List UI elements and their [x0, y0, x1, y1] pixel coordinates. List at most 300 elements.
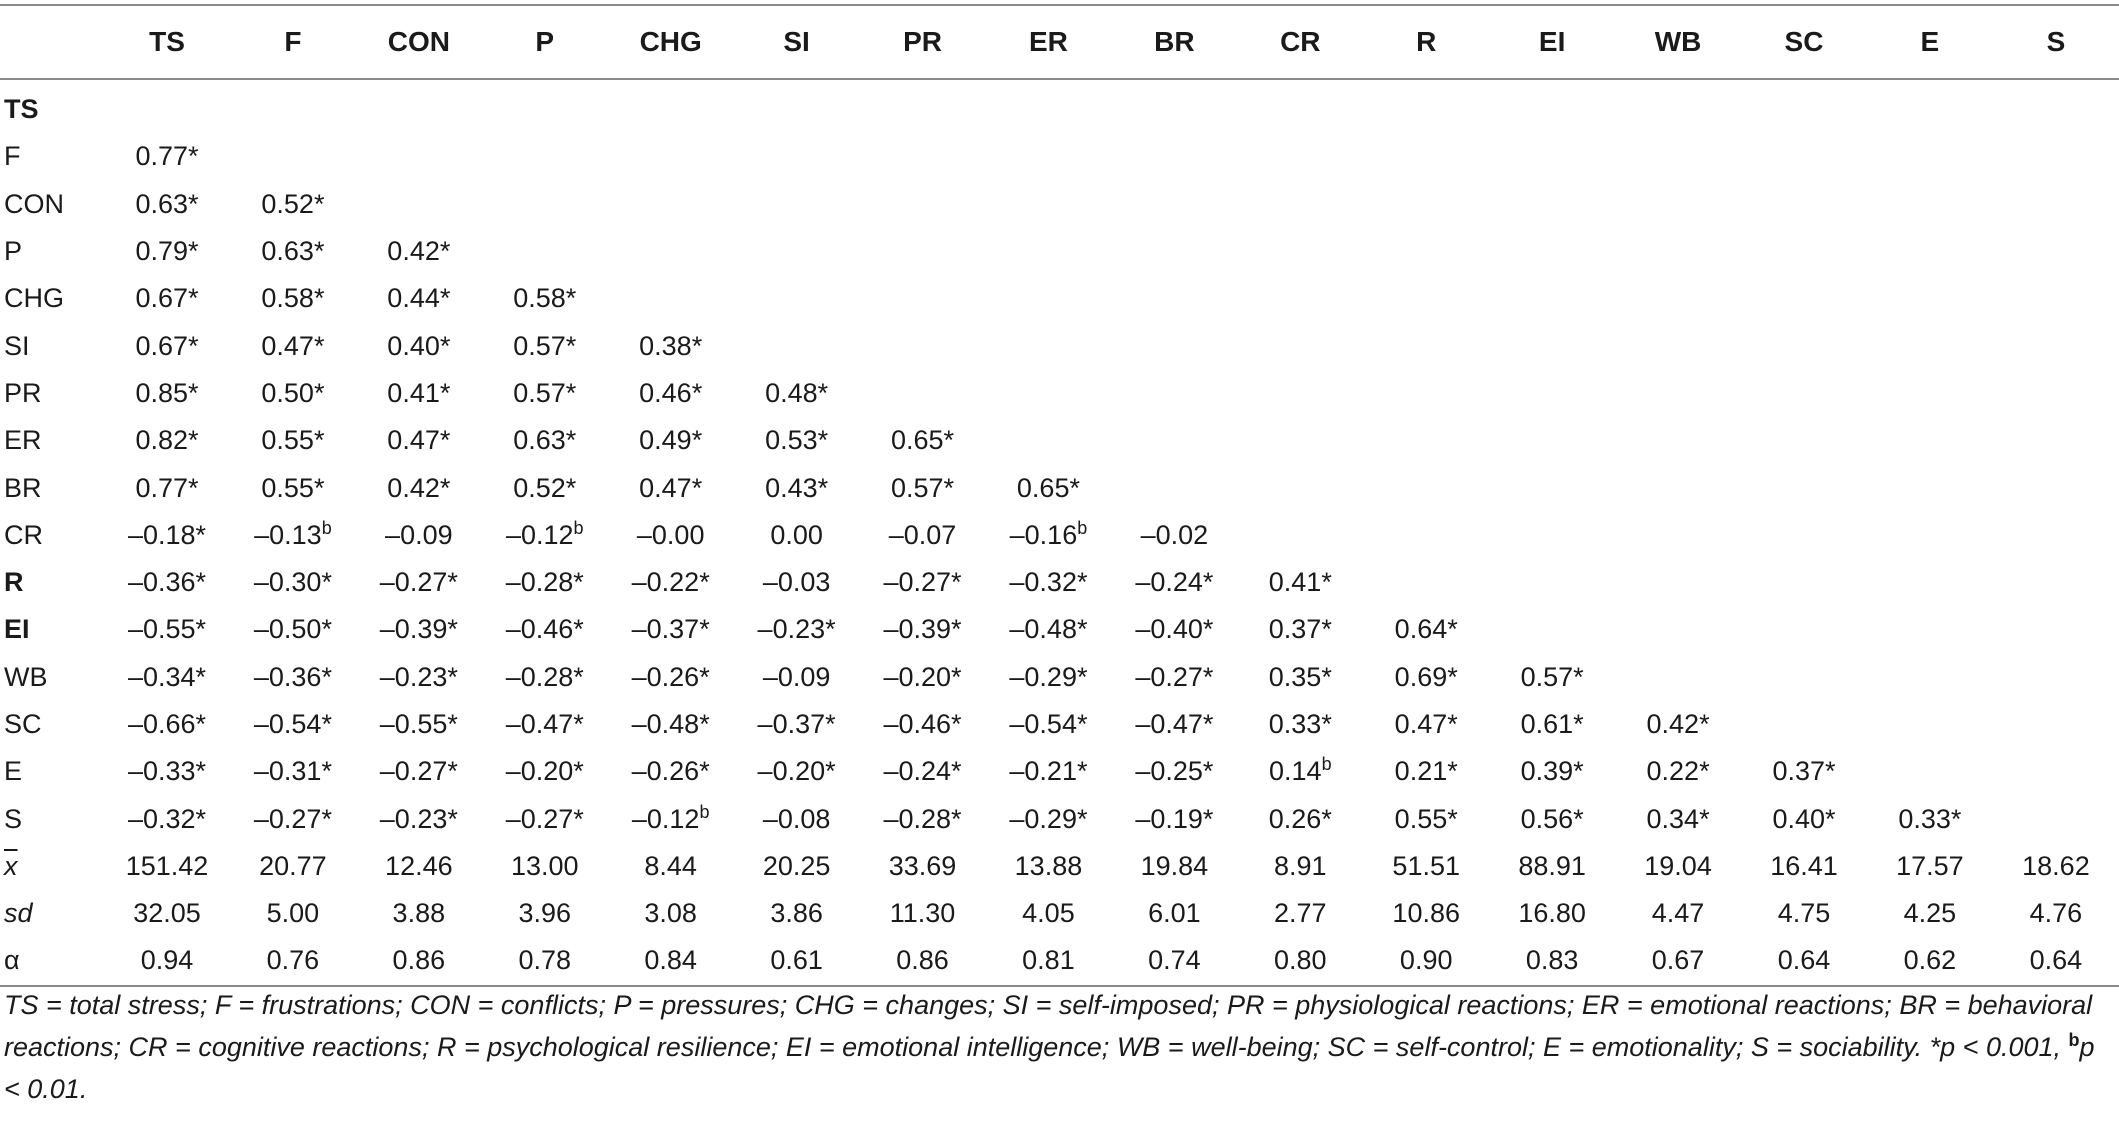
table-cell — [1741, 937, 1867, 985]
cell-value: –0.32 — [127, 803, 196, 834]
column-header-cr: CR — [1237, 5, 1363, 79]
significance-marker: * — [195, 803, 207, 834]
cell-value: –0.08 — [762, 803, 831, 834]
cell-value: 0.63 — [135, 188, 189, 219]
significance-marker: * — [321, 756, 332, 787]
table-cell — [734, 228, 860, 275]
cell-value: –0.28 — [505, 661, 574, 692]
table-cell — [1741, 228, 1867, 275]
table-cell — [1741, 417, 1867, 464]
table-cell — [1237, 843, 1363, 890]
significance-marker: * — [1202, 614, 1214, 645]
table-cell — [1993, 606, 2119, 653]
table-cell — [608, 748, 734, 795]
table-cell — [1237, 275, 1363, 322]
table-cell — [734, 370, 860, 417]
cell-value: 0.42 — [387, 472, 440, 503]
cell-value: –0.24 — [883, 756, 952, 787]
table-cell — [1993, 843, 2119, 890]
cell-value: –0.39 — [883, 614, 952, 645]
cell-value: –0.40 — [1135, 614, 1203, 645]
table-row — [0, 795, 2119, 842]
table-cell — [104, 748, 230, 795]
table-cell — [482, 370, 608, 417]
table-cell — [1363, 370, 1489, 417]
table-cell — [1615, 464, 1741, 511]
table-cell — [860, 228, 986, 275]
cell-value: 13.88 — [1014, 850, 1083, 881]
table-cell — [1867, 890, 1993, 937]
table-cell — [230, 417, 356, 464]
table-cell — [1741, 79, 1867, 133]
column-header-ei: EI — [1489, 5, 1615, 79]
cell-value: –0.46 — [505, 614, 574, 645]
table-cell — [860, 133, 986, 180]
significance-marker: * — [1447, 803, 1458, 834]
cell-value: –0.16 — [1009, 519, 1078, 550]
cell-value: 8.91 — [1274, 850, 1327, 881]
significance-marker: * — [188, 472, 199, 503]
table-cell — [860, 275, 986, 322]
cell-value: 0.80 — [1274, 945, 1327, 976]
significance-marker: * — [313, 472, 325, 503]
cell-value: 0.52 — [261, 188, 314, 219]
cell-value: 0.26 — [1268, 803, 1322, 834]
significance-marker: * — [699, 567, 710, 598]
significance-marker: * — [825, 756, 836, 787]
cell-value: 0.21 — [1394, 756, 1448, 787]
cell-value: 0.53 — [765, 425, 818, 456]
table-cell — [1111, 417, 1237, 464]
cell-value: 0.46 — [639, 377, 692, 408]
table-cell — [985, 275, 1111, 322]
cell-value: –0.12 — [505, 519, 574, 550]
cell-value: –0.18 — [127, 519, 196, 550]
table-cell — [1867, 559, 1993, 606]
table-cell — [1237, 606, 1363, 653]
row-header — [0, 606, 104, 653]
table-row — [0, 181, 2119, 228]
table-cell — [608, 890, 734, 937]
table-cell — [985, 228, 1111, 275]
table-cell — [1111, 133, 1237, 180]
table-cell — [1993, 275, 2119, 322]
significance-marker: * — [1321, 614, 1332, 645]
cell-value: 0.67 — [135, 283, 189, 314]
table-cell — [1111, 228, 1237, 275]
table-header — [0, 5, 2119, 79]
table-cell — [230, 559, 356, 606]
significance-marker: * — [439, 425, 451, 456]
cell-value: 0.38 — [639, 330, 692, 361]
table-cell — [356, 79, 482, 133]
table-cell — [1615, 701, 1741, 748]
table-cell — [104, 606, 230, 653]
table-row — [0, 133, 2119, 180]
cell-value: –0.48 — [631, 709, 700, 739]
cell-value: –0.50 — [253, 614, 322, 645]
cell-value: –0.27 — [379, 756, 448, 787]
table-cell — [356, 228, 482, 275]
cell-value: 0.74 — [1148, 945, 1201, 976]
significance-marker: * — [699, 709, 710, 739]
table-cell — [482, 654, 608, 701]
table-cell — [1993, 370, 2119, 417]
significance-marker: * — [817, 425, 829, 456]
table-cell — [482, 512, 608, 559]
table-cell — [1363, 748, 1489, 795]
table-cell — [1111, 512, 1237, 559]
table-cell — [1363, 79, 1489, 133]
cell-value: –0.22 — [631, 567, 700, 598]
cell-value: 0.86 — [392, 945, 446, 976]
cell-value: –0.23 — [757, 614, 826, 645]
table-cell — [1615, 843, 1741, 890]
cell-value: –0.13 — [254, 519, 322, 550]
significance-marker: * — [951, 756, 962, 787]
cell-value: 0.33 — [1268, 709, 1322, 739]
column-header-sc: SC — [1741, 5, 1867, 79]
cell-value: 0.40 — [1772, 803, 1825, 834]
table-cell — [1363, 795, 1489, 842]
cell-value: –0.33 — [127, 756, 196, 787]
significance-marker: * — [1699, 709, 1710, 739]
cell-value: –0.34 — [127, 661, 196, 692]
cell-value: 0.58 — [261, 283, 314, 314]
table-cell — [985, 464, 1111, 511]
cell-value: 0.42 — [387, 236, 440, 267]
cell-value: –0.39 — [379, 614, 448, 645]
row-header-label: TS — [4, 94, 39, 125]
cell-value: 0.47 — [261, 330, 314, 361]
table-row — [0, 748, 2119, 795]
cell-value: 4.25 — [1903, 898, 1957, 929]
cell-value: –0.47 — [505, 709, 574, 739]
table-cell — [356, 654, 482, 701]
cell-value: –0.66 — [127, 709, 196, 739]
significance-marker: b — [573, 517, 584, 538]
table-cell — [1741, 370, 1867, 417]
table-cell — [482, 275, 608, 322]
significance-marker: * — [1699, 803, 1710, 834]
significance-marker: * — [195, 567, 207, 598]
cell-value: –0.24 — [1135, 567, 1203, 598]
table-cell — [482, 748, 608, 795]
significance-marker: * — [951, 567, 962, 598]
cell-value: 8.44 — [644, 850, 697, 881]
significance-marker: * — [573, 709, 584, 739]
row-header-label: F — [4, 141, 21, 172]
significance-marker: * — [447, 803, 458, 834]
table-cell — [1993, 795, 2119, 842]
row-header-label: PR — [4, 377, 42, 408]
significance-marker: * — [565, 425, 577, 456]
significance-marker: * — [447, 614, 458, 645]
row-header — [0, 559, 104, 606]
table-cell — [1993, 890, 2119, 937]
cell-value: –0.27 — [505, 803, 574, 834]
significance-marker: * — [699, 614, 710, 645]
cell-value: 0.00 — [770, 519, 823, 550]
table-row — [0, 228, 2119, 275]
row-header — [0, 322, 104, 369]
cell-value: 0.76 — [266, 945, 320, 976]
table-row — [0, 79, 2119, 133]
significance-marker: * — [195, 709, 207, 739]
column-header-s: S — [1993, 5, 2119, 79]
cell-value: 0.65 — [890, 425, 944, 456]
table-cell — [230, 370, 356, 417]
correlation-table — [0, 4, 2119, 987]
table-cell — [1111, 79, 1237, 133]
cell-value: –0.23 — [379, 661, 448, 692]
cell-value: 3.96 — [518, 898, 572, 929]
table-cell — [1615, 133, 1741, 180]
cell-value: 3.86 — [770, 898, 823, 929]
cell-value: –0.07 — [888, 519, 957, 550]
cell-value: –0.27 — [379, 567, 448, 598]
table-cell — [482, 890, 608, 937]
table-cell — [230, 701, 356, 748]
significance-marker: * — [447, 756, 458, 787]
table-row — [0, 559, 2119, 606]
table-cell — [1489, 748, 1615, 795]
cell-value: –0.37 — [631, 614, 700, 645]
row-header-label: CHG — [4, 283, 64, 314]
significance-marker: * — [195, 756, 207, 787]
table-cell — [985, 606, 1111, 653]
table-cell — [734, 937, 860, 985]
table-cell — [356, 937, 482, 985]
table-cell — [1111, 795, 1237, 842]
table-cell — [356, 322, 482, 369]
table-cell — [356, 843, 482, 890]
cell-value: 16.41 — [1770, 850, 1838, 881]
cell-value: –0.19 — [1135, 803, 1203, 834]
cell-value: –0.23 — [379, 803, 448, 834]
cell-value: 88.91 — [1518, 850, 1586, 881]
table-cell — [1489, 228, 1615, 275]
table-cell — [230, 464, 356, 511]
table-cell — [734, 701, 860, 748]
table-cell — [482, 322, 608, 369]
table-cell — [1111, 370, 1237, 417]
significance-marker: * — [825, 709, 836, 739]
table-cell — [482, 181, 608, 228]
significance-marker: * — [817, 472, 829, 503]
significance-marker: * — [1447, 756, 1458, 787]
table-cell — [1237, 322, 1363, 369]
cell-value: –0.20 — [505, 756, 574, 787]
table-cell — [1237, 181, 1363, 228]
cell-value: –0.09 — [385, 519, 453, 550]
significance-marker: * — [195, 519, 207, 550]
table-cell — [734, 275, 860, 322]
table-cell — [1615, 937, 1741, 985]
table-cell — [1363, 464, 1489, 511]
row-header — [0, 748, 104, 795]
table-row — [0, 654, 2119, 701]
table-cell — [734, 843, 860, 890]
table-row — [0, 464, 2119, 511]
significance-marker: * — [1076, 614, 1088, 645]
cell-value: 0.58 — [513, 283, 566, 314]
table-cell — [482, 795, 608, 842]
table-cell — [860, 417, 986, 464]
table-cell — [230, 748, 356, 795]
significance-marker: * — [188, 188, 199, 219]
table-cell — [1615, 795, 1741, 842]
cell-value: 0.78 — [518, 945, 572, 976]
cell-value: 0.77 — [135, 472, 189, 503]
table-cell — [1615, 322, 1741, 369]
table-cell — [1741, 181, 1867, 228]
significance-marker: * — [573, 567, 584, 598]
significance-marker: * — [573, 756, 584, 787]
table-cell — [1489, 890, 1615, 937]
table-cell — [1111, 843, 1237, 890]
table-cell — [1363, 654, 1489, 701]
table-cell — [482, 464, 608, 511]
table-cell — [230, 890, 356, 937]
cell-value: 0.64 — [2029, 945, 2083, 976]
table-cell — [860, 606, 986, 653]
significance-marker: * — [321, 709, 332, 739]
table-cell — [860, 843, 986, 890]
cell-value: 0.67 — [135, 330, 189, 361]
table-cell — [1489, 937, 1615, 985]
row-header-label: CON — [4, 188, 64, 219]
cell-value: –0.55 — [379, 709, 448, 739]
table-cell — [1489, 133, 1615, 180]
table-cell — [1237, 133, 1363, 180]
cell-value: 0.14 — [1269, 756, 1322, 787]
significance-marker: * — [691, 425, 703, 456]
significance-marker: * — [313, 425, 325, 456]
table-cell — [608, 512, 734, 559]
cell-value: 0.52 — [513, 472, 566, 503]
table-cell — [985, 559, 1111, 606]
table-cell — [1489, 795, 1615, 842]
table-cell — [860, 559, 986, 606]
table-cell — [1615, 559, 1741, 606]
table-cell — [1867, 79, 1993, 133]
table-cell — [1111, 701, 1237, 748]
column-header-br: BR — [1111, 5, 1237, 79]
footnote-tail: p < 0.01. — [4, 1032, 2095, 1104]
cell-value: 0.64 — [1394, 614, 1448, 645]
cell-value: –0.00 — [636, 519, 705, 550]
table-cell — [1993, 181, 2119, 228]
significance-marker: * — [1076, 709, 1088, 739]
cell-value: 0.94 — [140, 945, 194, 976]
row-header — [0, 464, 104, 511]
significance-marker: * — [817, 377, 829, 408]
significance-marker: * — [188, 377, 199, 408]
cell-value: 0.37 — [1268, 614, 1322, 645]
cell-value: 32.05 — [133, 898, 201, 929]
table-cell — [860, 322, 986, 369]
cell-value: 0.84 — [644, 945, 697, 976]
significance-marker: * — [951, 709, 962, 739]
significance-marker: * — [565, 377, 577, 408]
table-cell — [104, 795, 230, 842]
cell-value: 0.63 — [261, 236, 314, 267]
table-cell — [1489, 654, 1615, 701]
table-cell — [1741, 795, 1867, 842]
table-cell — [1237, 417, 1363, 464]
table-cell — [1237, 79, 1363, 133]
cell-value: –0.03 — [762, 567, 831, 598]
table-cell — [1867, 606, 1993, 653]
table-cell — [985, 843, 1111, 890]
table-cell — [1867, 322, 1993, 369]
significance-marker: * — [439, 283, 451, 314]
table-cell — [230, 795, 356, 842]
cell-value: 0.55 — [1394, 803, 1448, 834]
table-cell — [860, 370, 986, 417]
cell-value: –0.30 — [253, 567, 322, 598]
significance-marker: * — [1202, 756, 1214, 787]
table-row — [0, 512, 2119, 559]
table-cell — [1867, 748, 1993, 795]
table-cell — [1615, 417, 1741, 464]
table-cell — [104, 322, 230, 369]
table-cell — [1741, 654, 1867, 701]
column-header-wb: WB — [1615, 5, 1741, 79]
table-cell — [1867, 464, 1993, 511]
row-header — [0, 937, 104, 985]
significance-marker: * — [188, 236, 199, 267]
row-header-label: WB — [4, 661, 48, 692]
significance-marker: * — [447, 567, 458, 598]
table-cell — [1489, 701, 1615, 748]
row-header — [0, 890, 104, 937]
table-cell — [608, 937, 734, 985]
cell-value: 0.57 — [1520, 661, 1574, 692]
table-cell — [1993, 322, 2119, 369]
table-cell — [1111, 654, 1237, 701]
significance-marker: * — [1202, 567, 1214, 598]
significance-marker: * — [691, 377, 703, 408]
table-cell — [608, 133, 734, 180]
table-cell — [104, 701, 230, 748]
table-cell — [1867, 181, 1993, 228]
table-cell — [1615, 890, 1741, 937]
table-cell — [1489, 275, 1615, 322]
cell-value: 0.39 — [1520, 756, 1574, 787]
table-cell — [608, 606, 734, 653]
table-cell — [985, 133, 1111, 180]
table-cell — [1615, 275, 1741, 322]
significance-marker: * — [943, 472, 955, 503]
cell-value: –0.09 — [762, 661, 831, 692]
table-cell — [608, 559, 734, 606]
cell-value: –0.29 — [1009, 661, 1077, 692]
significance-marker: * — [1825, 803, 1836, 834]
table-row — [0, 370, 2119, 417]
table-cell — [1993, 701, 2119, 748]
row-header — [0, 417, 104, 464]
cell-value: 0.40 — [387, 330, 440, 361]
table-cell — [356, 559, 482, 606]
table-cell — [230, 181, 356, 228]
table-cell — [230, 606, 356, 653]
table-cell — [230, 322, 356, 369]
table-cell — [1615, 512, 1741, 559]
cell-value: 0.57 — [890, 472, 944, 503]
significance-marker: * — [321, 567, 332, 598]
